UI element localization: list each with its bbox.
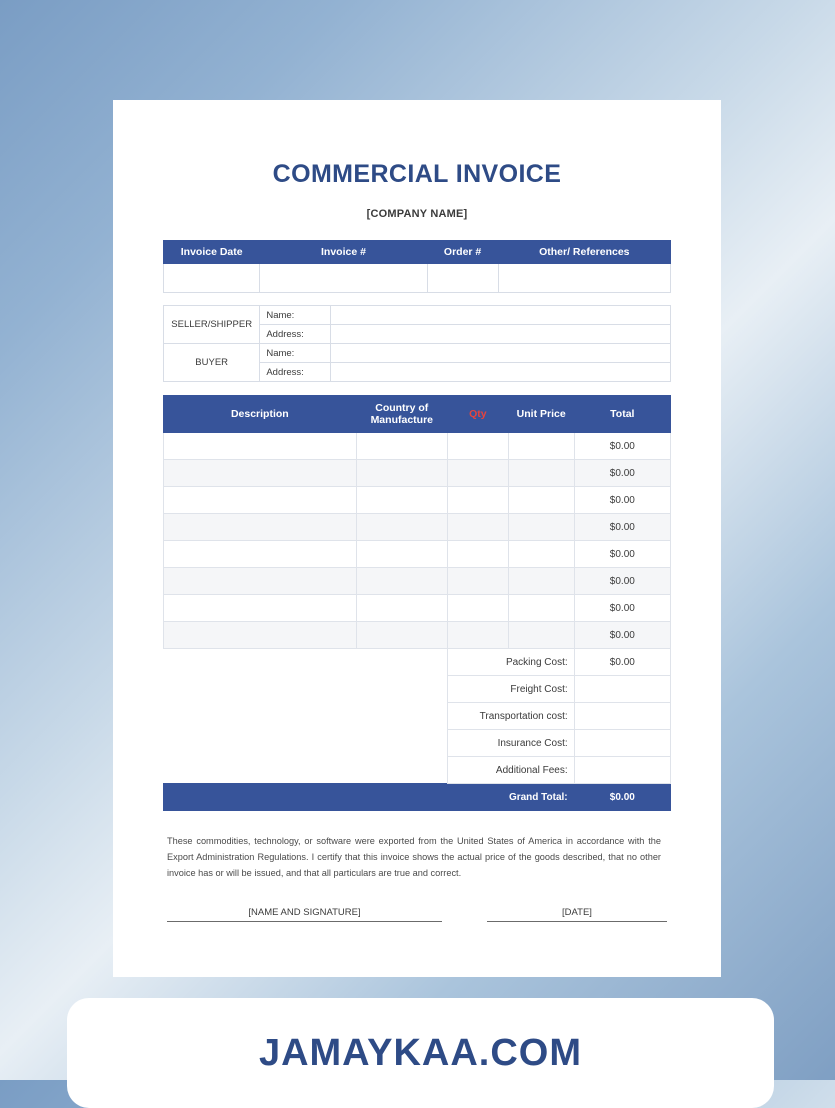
label-transportation-cost: Transportation cost: — [447, 703, 574, 730]
footer-brand-bar — [67, 998, 774, 1108]
label-insurance-cost: Insurance Cost: — [447, 730, 574, 757]
cell-total: $0.00 — [574, 514, 670, 541]
line-items-table — [163, 395, 671, 811]
column-header-other-references: Other/ References — [498, 241, 670, 264]
cell-buyer-address[interactable] — [331, 363, 671, 382]
label-buyer-name: Name: — [260, 344, 331, 363]
cell-country[interactable] — [356, 568, 447, 595]
cell-country[interactable] — [356, 514, 447, 541]
cell-description[interactable] — [164, 595, 357, 622]
signature-name-line[interactable]: [NAME AND SIGNATURE] — [167, 907, 442, 922]
cell-other-references[interactable] — [498, 264, 670, 293]
table-row — [164, 487, 671, 514]
cell-qty[interactable] — [447, 514, 508, 541]
cell-description[interactable] — [164, 622, 357, 649]
table-header-row — [164, 241, 671, 264]
totals-row-grand-total — [164, 784, 671, 811]
cell-invoice-date[interactable] — [164, 264, 260, 293]
value-packing-cost: $0.00 — [574, 649, 670, 676]
legal-disclaimer: These commodities, technology, or software were exported from the United States of America in accordance with the Export Administration Regulations. I certify that this invoice shows the actual price of the goods described, that no other invoice has or will be issued, and that all particulars are true and correct. — [167, 836, 661, 879]
signature-row — [163, 907, 671, 922]
cell-unit-price[interactable] — [508, 568, 574, 595]
cell-qty[interactable] — [447, 595, 508, 622]
cell-country[interactable] — [356, 622, 447, 649]
cell-unit-price[interactable] — [508, 433, 574, 460]
column-header-unit-price: Unit Price — [508, 396, 574, 433]
parties-table — [163, 305, 671, 382]
cell-description[interactable] — [164, 487, 357, 514]
cell-unit-price[interactable] — [508, 541, 574, 568]
cell-country[interactable] — [356, 487, 447, 514]
label-seller-shipper: SELLER/SHIPPER — [164, 306, 260, 344]
value-freight-cost[interactable] — [574, 676, 670, 703]
table-row — [164, 622, 671, 649]
cell-description[interactable] — [164, 541, 357, 568]
cell-buyer-name[interactable] — [331, 344, 671, 363]
table-header-row — [164, 396, 671, 433]
table-row — [164, 264, 671, 293]
label-packing-cost: Packing Cost: — [447, 649, 574, 676]
label-grand-total: Grand Total: — [447, 784, 574, 811]
cell-country[interactable] — [356, 595, 447, 622]
table-row — [164, 460, 671, 487]
cell-country[interactable] — [356, 433, 447, 460]
label-seller-name: Name: — [260, 306, 331, 325]
cell-total: $0.00 — [574, 433, 670, 460]
value-transportation-cost[interactable] — [574, 703, 670, 730]
label-seller-address: Address: — [260, 325, 331, 344]
cell-unit-price[interactable] — [508, 622, 574, 649]
label-freight-cost: Freight Cost: — [447, 676, 574, 703]
totals-row-insurance — [164, 730, 671, 757]
cell-seller-name[interactable] — [331, 306, 671, 325]
column-header-description: Description — [164, 396, 357, 433]
cell-description[interactable] — [164, 514, 357, 541]
table-row — [164, 433, 671, 460]
table-row-buyer-name — [164, 344, 671, 363]
cell-qty[interactable] — [447, 622, 508, 649]
table-row-seller-name — [164, 306, 671, 325]
cell-country[interactable] — [356, 460, 447, 487]
cell-description[interactable] — [164, 568, 357, 595]
table-row — [164, 595, 671, 622]
value-insurance-cost[interactable] — [574, 730, 670, 757]
value-additional-fees[interactable] — [574, 757, 670, 784]
page-title: COMMERCIAL INVOICE — [272, 160, 562, 188]
cell-total: $0.00 — [574, 487, 670, 514]
table-row — [164, 541, 671, 568]
company-name: [COMPANY NAME] — [366, 208, 468, 220]
cell-total: $0.00 — [574, 460, 670, 487]
column-header-invoice-number: Invoice # — [260, 241, 427, 264]
cell-invoice-number[interactable] — [260, 264, 427, 293]
table-row — [164, 514, 671, 541]
cell-total: $0.00 — [574, 622, 670, 649]
totals-row-freight — [164, 676, 671, 703]
invoice-page — [113, 100, 721, 977]
cell-qty[interactable] — [447, 433, 508, 460]
label-buyer-address: Address: — [260, 363, 331, 382]
cell-unit-price[interactable] — [508, 514, 574, 541]
signature-date-line[interactable]: [DATE] — [487, 907, 667, 922]
totals-row-additional-fees — [164, 757, 671, 784]
column-header-country-of-manufacture: Country of Manufacture — [356, 396, 447, 433]
column-header-qty: Qty — [447, 396, 508, 433]
cell-total: $0.00 — [574, 568, 670, 595]
column-header-total: Total — [574, 396, 670, 433]
table-row — [164, 568, 671, 595]
brand-watermark: JAMAYKAA.COM — [258, 1031, 583, 1074]
totals-row-transportation — [164, 703, 671, 730]
cell-qty[interactable] — [447, 568, 508, 595]
invoice-meta-table — [163, 240, 671, 293]
column-header-invoice-date: Invoice Date — [164, 241, 260, 264]
cell-unit-price[interactable] — [508, 460, 574, 487]
cell-total: $0.00 — [574, 541, 670, 568]
cell-seller-address[interactable] — [331, 325, 671, 344]
cell-qty[interactable] — [447, 487, 508, 514]
totals-row-packing — [164, 649, 671, 676]
cell-order-number[interactable] — [427, 264, 498, 293]
cell-unit-price[interactable] — [508, 595, 574, 622]
cell-country[interactable] — [356, 541, 447, 568]
cell-qty[interactable] — [447, 541, 508, 568]
label-additional-fees: Additional Fees: — [447, 757, 574, 784]
column-header-order-number: Order # — [427, 241, 498, 264]
cell-unit-price[interactable] — [508, 487, 574, 514]
cell-description[interactable] — [164, 433, 357, 460]
cell-description[interactable] — [164, 460, 357, 487]
value-grand-total: $0.00 — [574, 784, 670, 811]
cell-qty[interactable] — [447, 460, 508, 487]
cell-total: $0.00 — [574, 595, 670, 622]
label-buyer: BUYER — [164, 344, 260, 382]
